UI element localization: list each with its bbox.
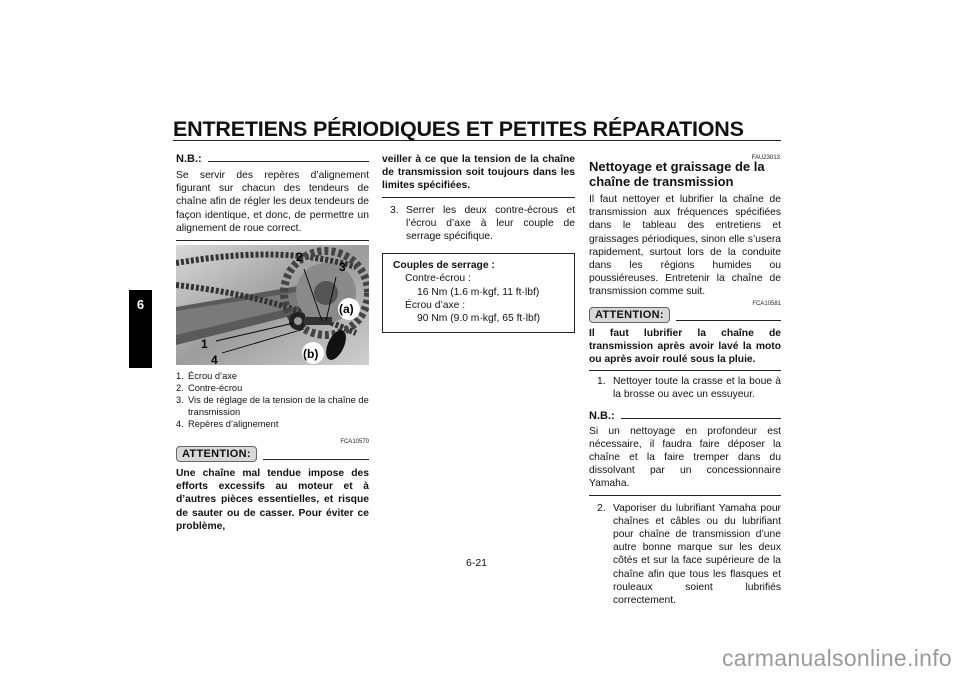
page-title: ENTRETIENS PÉRIODIQUES ET PETITES RÉPARATIONS (173, 117, 744, 141)
attention-continuation: veiller à ce que la tension de la chaîne de transmission soit toujours dans les limites spécifiées. (382, 154, 575, 192)
nb-label: N.B.: (589, 409, 615, 422)
attention-end-rule (589, 370, 781, 371)
nb-text: Si un nettoyage en profondeur est nécessaire, il faudra faire déposer la chaîne et la faire tremper dans du dissolvant par un concessionnaire Yamaha. (589, 425, 781, 490)
chapter-tab: 6 (129, 290, 152, 368)
nb-block-col1 (176, 153, 369, 241)
section-intro: Il faut nettoyer et lubrifier la chaîne de transmission aux fréquences spécifiées dans le tableau des entretiens et graissages périodiques, sinon elle s’usera rapidement, surtout lors de la conduite dans les régions humides ou poussiéreuses. Entretenir la chaîne de transmission comme suit. (589, 194, 781, 298)
torque-box (382, 253, 575, 333)
attention-code: FCA10570 (340, 439, 369, 445)
nb-end-rule (176, 240, 369, 241)
nb-rule (208, 161, 369, 162)
attention-rule (263, 459, 369, 460)
col3-content (589, 160, 781, 607)
step-3: 3. Serrer les deux contre-écrous et l’écrou d’axe à leur couple de serrage spécifique. (390, 204, 575, 243)
label-b: (b) (303, 347, 319, 361)
attention-label: ATTENTION: (589, 307, 670, 323)
label-a: (a) (339, 302, 354, 316)
torque-label-2: Écrou d’axe : (405, 299, 466, 311)
nb-label: N.B.: (176, 153, 202, 165)
nb-rule (621, 418, 781, 419)
attention-label: ATTENTION: (176, 446, 257, 462)
attention-rule (676, 320, 781, 321)
label-3: 3 (339, 260, 346, 274)
attention-code: FCA10581 (752, 300, 781, 307)
legend-item: 2. Contre-écrou (176, 383, 243, 393)
chain-adjuster-figure (176, 245, 369, 365)
label-2: 2 (296, 250, 303, 264)
nb-end-rule (589, 495, 781, 496)
step-2: 2. Vaporiser du lubrifiant Yamaha pour chaînes et câbles ou du lubrifiant pour chaîne de transmission d’une autre bonne marque sur les deux côtés et sur la face supérieure de la chaîne afin que tous les flasques et rouleaux soient lubrifiés correctement. (597, 502, 781, 607)
torque-value-1: 16 Nm (1.6 m·kgf, 11 ft·lbf) (417, 286, 540, 298)
torque-value-2: 90 Nm (9.0 m·kgf, 65 ft·lbf) (417, 313, 541, 325)
section-code: FAU23013 (751, 155, 780, 161)
page-number: 6-21 (466, 557, 488, 569)
watermark: carmanualsonline.info (721, 645, 952, 671)
step-1: 1. Nettoyer toute la crasse et la boue à la brosse ou avec un essuyeur. (597, 376, 781, 401)
torque-label-1: Contre-écrou : (405, 273, 471, 285)
figure-legend (176, 370, 369, 430)
torque-title: Couples de serrage : (393, 260, 495, 272)
attention-text: Il faut lubrifier la chaîne de transmission après avoir lavé la moto ou après avoir roulé sous la pluie. (589, 327, 781, 366)
label-1: 1 (201, 337, 208, 351)
legend-item: 1. Écrou d’axe (176, 371, 238, 381)
label-4: 4 (211, 353, 218, 365)
attention-end-rule (382, 197, 575, 198)
attention-text: Une chaîne mal tendue impose des efforts excessifs au moteur et à d’autres pièces essentielles, et risque de sauter ou de casser. Pour éviter ce problème, (176, 468, 369, 532)
section-heading: Nettoyage et graissage de la chaîne de transmission (589, 159, 765, 189)
legend-item: 4. Repères d’alignement (176, 419, 279, 429)
attention-block-col1 (176, 446, 369, 533)
col2-content (382, 153, 575, 333)
header-rule (173, 140, 781, 141)
legend-item: 3. Vis de réglage de la tension de la chaîne de transmission (176, 395, 369, 417)
nb-text: Se servir des repères d’alignement figurant sur chacun des tendeurs de chaîne afin de régler les deux tendeurs de façon identique, et donc, de permettre un alignement de roue correct. (176, 170, 369, 234)
